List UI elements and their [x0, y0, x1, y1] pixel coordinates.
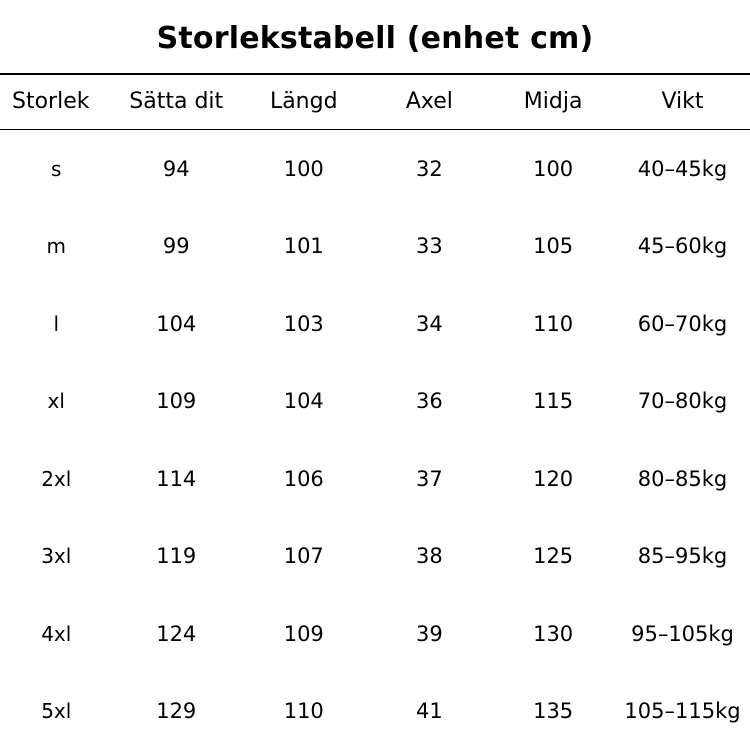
cell-langd: 104	[283, 389, 324, 414]
cell-axel: 32	[416, 156, 443, 181]
cell-vikt: 70–80kg	[637, 389, 728, 414]
size-chart-table	[0, 75, 750, 129]
cell-vikt: 45–60kg	[637, 234, 728, 259]
cell-midja: 100	[533, 156, 574, 181]
cell-size: 3xl	[41, 544, 72, 569]
cell-size: m	[46, 234, 66, 259]
cell-vikt: 95–105kg	[631, 621, 734, 646]
cell-satta-dit: 114	[156, 466, 197, 491]
table-row	[0, 673, 750, 750]
cell-size: xl	[47, 389, 65, 414]
column-header-axel: Axel	[405, 89, 453, 114]
table-header	[0, 75, 750, 129]
cell-size: 5xl	[41, 699, 72, 724]
cell-satta-dit: 104	[156, 311, 197, 336]
cell-midja: 110	[533, 311, 574, 336]
cell-langd: 109	[283, 621, 324, 646]
cell-size: 2xl	[41, 466, 72, 491]
column-header-midja: Midja	[523, 89, 583, 114]
cell-size: 4xl	[41, 621, 72, 646]
table-body	[0, 130, 750, 750]
column-header-storlek: Storlek	[12, 89, 90, 114]
cell-langd: 101	[283, 234, 324, 259]
cell-axel: 37	[416, 466, 443, 491]
cell-midja: 120	[533, 466, 574, 491]
cell-langd: 110	[283, 699, 324, 724]
cell-langd: 103	[283, 311, 324, 336]
cell-langd: 100	[283, 156, 324, 181]
table-row	[0, 518, 750, 596]
cell-midja: 105	[533, 234, 574, 259]
cell-midja: 125	[533, 544, 574, 569]
table-row	[0, 208, 750, 286]
table-header-row	[0, 75, 750, 129]
cell-satta-dit: 94	[162, 156, 190, 181]
size-chart-body-table	[0, 130, 750, 750]
cell-axel: 38	[416, 544, 443, 569]
table-row	[0, 363, 750, 441]
cell-langd: 107	[283, 544, 324, 569]
cell-satta-dit: 99	[162, 234, 190, 259]
cell-axel: 34	[416, 311, 443, 336]
page-title: Storlekstabell (enhet cm)	[156, 21, 594, 56]
table-row	[0, 285, 750, 363]
cell-vikt: 80–85kg	[637, 466, 728, 491]
cell-size: l	[53, 311, 60, 336]
cell-langd: 106	[283, 466, 324, 491]
cell-axel: 33	[416, 234, 443, 259]
table-row	[0, 440, 750, 518]
column-header-vikt: Vikt	[661, 89, 704, 114]
cell-vikt: 40–45kg	[637, 156, 728, 181]
cell-satta-dit: 129	[156, 699, 197, 724]
cell-axel: 39	[416, 621, 443, 646]
cell-axel: 36	[416, 389, 443, 414]
table-row	[0, 130, 750, 208]
cell-axel: 41	[416, 699, 443, 724]
cell-size: s	[51, 156, 62, 181]
cell-satta-dit: 119	[156, 544, 197, 569]
column-header-langd: Längd	[269, 89, 338, 114]
cell-midja: 135	[533, 699, 574, 724]
column-header-satta-dit: Sätta dit	[129, 89, 224, 114]
cell-vikt: 85–95kg	[637, 544, 728, 569]
table-row	[0, 595, 750, 673]
cell-midja: 130	[533, 621, 574, 646]
cell-vikt: 60–70kg	[637, 311, 728, 336]
cell-vikt: 105–115kg	[624, 699, 741, 724]
cell-satta-dit: 109	[156, 389, 197, 414]
cell-midja: 115	[533, 389, 574, 414]
cell-satta-dit: 124	[156, 621, 197, 646]
